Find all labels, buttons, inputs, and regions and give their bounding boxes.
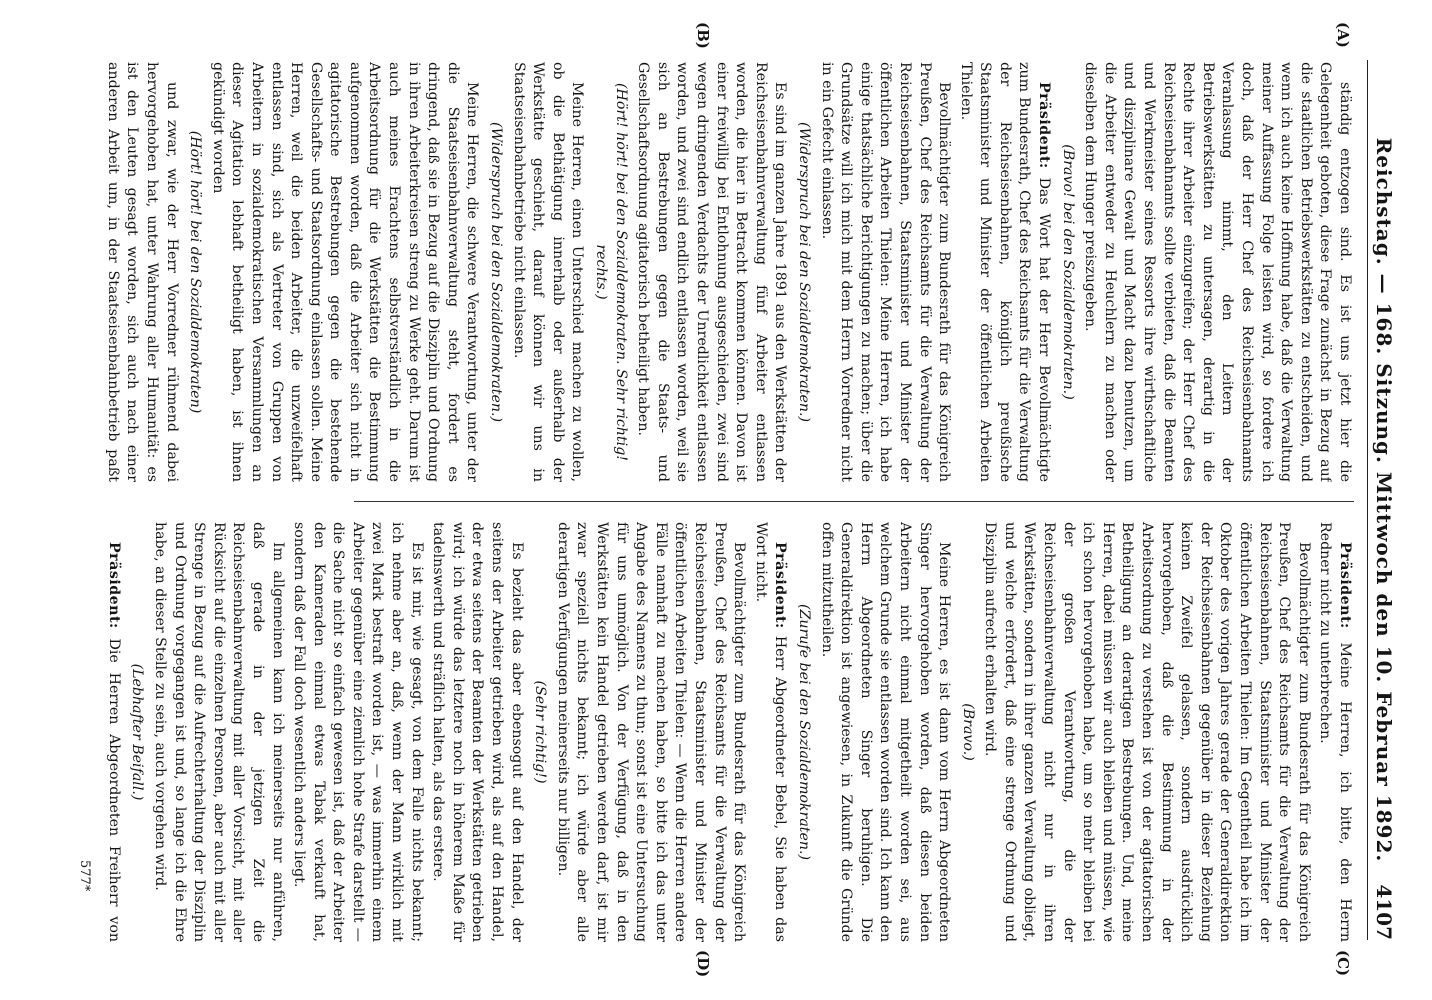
page-header (1367, 60, 1398, 940)
paragraph: Es sind im ganzen Jahre 1891 aus den Werkstätten der Reichseisenbahnverwaltung fünf Arbeiter entlassen worden, die hier in Betracht kommen können. Davon ist einer freiwillig bei Entlohnung ausgeschieden, zwei sind wegen dringenden Verdachts der Unredlichkeit entlassen worden, und zwei sind endlich entlassen worden, weil sie sich an Bestrebungen gegen die Staats- und Gesellschaftsordnung agitatorisch betheiligt haben. (635, 62, 789, 482)
paragraph (104, 522, 123, 942)
paragraph: Bevollmächtigter zum Bundesrath für das Königreich Preußen, Chef des Reichsamts für die Verwaltung der Reichseisenbahnen, Staatsminister und Minister der öffentlichen Arbeiten Thielen: Meine Herren, ich habe einige thatsächliche Berichtigungen zu machen; über die Grundsätze will ich mich mit dem Herrn Vorredner nicht in ein Gefecht einlassen. (818, 62, 953, 482)
paragraph (955, 62, 1053, 482)
paragraph: Es bezieht das aber ebensogut auf den Handel, der seitens der Arbeiter getrieben wird, als auf den Handel, der etwa seitens der Beamten der Werkstätten getrieben wird; ich würde das letztere noch in höherem Maße für tadelnswerth und sträflich halten, als das erstere. (430, 522, 525, 942)
header-title: Reichstag. — 168. Sitzung. Mittwoch den 10. Februar 1892. (1372, 137, 1396, 863)
paragraph-text: Meine Herren, ich bitte, den Herrn Redner nicht zu unterbrechen. (1317, 522, 1353, 942)
margin-letter-a: (A) (1334, 22, 1352, 48)
paragraph-text: Das Wort hat der Herr Bevollmächtigte zum Bundesrath, Chef des Reichsamts für die Verwaltung der Reichseisenbahnen, königlich preußische Staatsminister und Minister der öffentlichen Arbeiten Thielen. (957, 62, 1053, 482)
paragraph: ständig entzogen sind. Es ist uns jetzt hier die Gelegenheit geboten, diese Frage zunächst in Bezug auf die staatlichen Betriebswerkstätten zu entscheiden, und wenn ich auch keine Hoffnung habe, daß die Verwaltung meiner Auffassung Folge leisten wird, so fordere ich doch, daß der Herr Chef des Reichseisenbahnamts Veranlassung nimmt, den Leitern der Betriebswerkstätten zu untersagen, derartig in die Rechte ihrer Arbeiter einzugreifen; der Herr Chef des Reichseisenbahnamts sollte verbieten, daß die Beamten und Werkmeister seines Ressorts ihre wirthschaftliche und disziplinare Gewalt und Macht dazu benutzen, um die Arbeiter entweder zu Heuchlern zu machen oder dieselben dem Hunger preiszugeben. (1082, 62, 1353, 482)
paragraph: Im allgemeinen kann ich meinerseits nur anführen, daß gerade in der jetzigen Zeit die Reichseisenbahnverwaltung mit aller Vorsicht, mit aller Rücksicht auf die einzelnen Personen, aber auch mit aller Strenge in Bezug auf die Aufrechterhaltung der Disziplin und Ordnung vorgegangen ist und, so lange ich die Ehre habe, an dieser Stelle zu sein, auch vorgehen wird. (151, 522, 286, 942)
header-page-number: 4107 (1372, 884, 1396, 940)
paragraph (1315, 522, 1354, 942)
paragraph: Meine Herren, es ist dann vom Herrn Abgeordneten Singer hervorgehoben worden, daß diesen beiden Arbeitern nicht einmal mitgetheilt worden sei, aus welchem Grunde sie entlassen worden sind. Ich kann den Herrn Abgeordneten Singer beruhigen. Die Generaldirektion ist angewiesen, in Zukunft die Gründe offen mitzutheilen. (818, 522, 953, 942)
paragraph: Meine Herren, einen Unterschied machen zu wollen, ob die Bethätigung innerhalb oder außerhalb der Werkstätte geschieht, darauf können wir uns in Staatseisenbahnbetriebe nicht einlassen. (510, 62, 586, 482)
margin-letter-c: (C) (1334, 950, 1352, 977)
interjection: (Hört! hört! bei den Sozialdemokraten) (187, 130, 204, 414)
speaker-label: Präsident: (1036, 82, 1053, 169)
interjection: (Bravo.) (959, 703, 976, 761)
right-column (104, 522, 1354, 942)
paragraph: Meine Herren, die schwere Verantwortung, unter der die Staatseisenbahnverwaltung steht, fordert es dringend, daß sie in Bezug auf die Disziplin und Ordnung in ihren Arbeiterkreisen streng zu Werke geht. Darum ist auch meines Erachtens selbstverständlich in die Arbeitsordnung für die Werkstätten die Bestimmung aufgenommen worden, daß die Arbeiter sich nicht in agitatorische Bestrebungen gegen die bestehende Gesellschafts- und Staatsordnung einlassen sollen. Meine Herren, weil die beiden Arbeiter, die unzweifelhaft entlassen sind, sich als Vertreter von Gruppen von Arbeitern in sozialdemokratischen Versammlungen an dieser Agitation lebhaft betheiligt haben, ist ihnen gekündigt worden (209, 62, 481, 482)
speaker-label: Präsident: (772, 542, 789, 629)
left-column (104, 62, 1354, 482)
interjection: (Widerspruch bei den Sozialdemokraten.) (795, 121, 812, 423)
paragraph: Es ist mir, wie gesagt, von dem Falle nichts bekannt; ich nehme aber an, daß, wenn der Mann wirklich mit zwei Mark bestraft worden ist, — was immerhin einem Arbeiter gegenüber eine ziemlich hohe Strafe darstellt — die Sache nicht so einfach gewesen ist, daß der Arbeiter den Kameraden einmal etwas Tabak verkauft hat, sondern daß der Fall doch wesentlich anders liegt. (291, 522, 425, 942)
interjection: (Lebhafter Beifall.) (129, 663, 146, 801)
paragraph-text: Herr Abgeordneter Bebel, Sie haben das Wort nicht. (752, 522, 789, 942)
paragraph (750, 522, 789, 942)
paragraph: Bevollmächtigter zum Bundesrath für das Königreich Preußen, Chef des Reichsamts für die Verwaltung der Reichseisenbahnen, Staatsminister und Minister der öffentlichen Arbeiten Thielen: — Wenn die Herren andere Fälle namhaft zu machen haben, so bitte ich das unter Angabe des Namens zu thun; sonst ist eine Untersuchung für uns unmöglich. Von der Verfügung, daß in den Werkstätten kein Handel getrieben werden darf, ist mir zwar speziell nichts bekannt; ich würde aber alle derartigen Verfügungen meinerseits nur billigen. (554, 522, 748, 942)
paragraph: und zwar, wie der Herr Vorredner rühmend dabei hervorgehoben hat, unter Wahrung aller Humanität: es ist den Leuten gesagt worden, sich auch nach einer anderen Arbeit um, in der Staatseisenbahnbetrieb paßt (104, 62, 180, 482)
interjection: (Hört! hört! bei den Sozialdemokraten. Sehr richtig! rechts.) (593, 83, 629, 461)
sheet-number: 577* (77, 860, 92, 892)
interjection: (Sehr richtig!) (532, 680, 549, 784)
speaker-label: Präsident: (105, 542, 122, 629)
interjection: (Bravo! bei den Sozialdemokraten.) (1059, 144, 1076, 400)
column-divider (354, 501, 1354, 502)
paragraph-text: Die Herren Abgeordneten Freiherr von (105, 638, 122, 942)
interjection: (Widerspruch bei den Sozialdemokraten.) (488, 121, 505, 423)
paragraph: Bevollmächtigter zum Bundesrath für das Königreich Preußen, Chef des Reichsamts für die Verwaltung der Reichseisenbahnen, Staatsminister und Minister der öffentlichen Arbeiten Thielen: Im Gegentheil habe ich im Oktober des vorigen Jahres gerade der Generaldirektion der Reichseisenbahnen gegenüber in dieser Beziehung keinen Zweifel gelassen, sondern ausdrücklich hervorgehoben, daß die Bestimmung in der Arbeitsordnung zu verstehen ist von der agitatorischen Betheiligung an derartigen Bestrebungen. Und, meine Herren, dabei müssen wir auch bleiben und müssen, wie ich schon hervorgehoben habe, um so mehr bleiben bei der großen Verantwortung, die der Reichseisenbahnverwaltung nicht nur in ihren Werkstätten, sondern in ihrer ganzen Verwaltung obliegt, und welche erfordert, daß eine strenge Ordnung und Disziplin aufrecht erhalten wird. (982, 522, 1312, 942)
margin-letter-d: (D) (694, 950, 712, 978)
speaker-label: Präsident: (1337, 542, 1353, 629)
margin-letter-b: (B) (694, 22, 712, 49)
interjection: (Zurufe bei den Sozialdemokraten.) (795, 603, 812, 861)
